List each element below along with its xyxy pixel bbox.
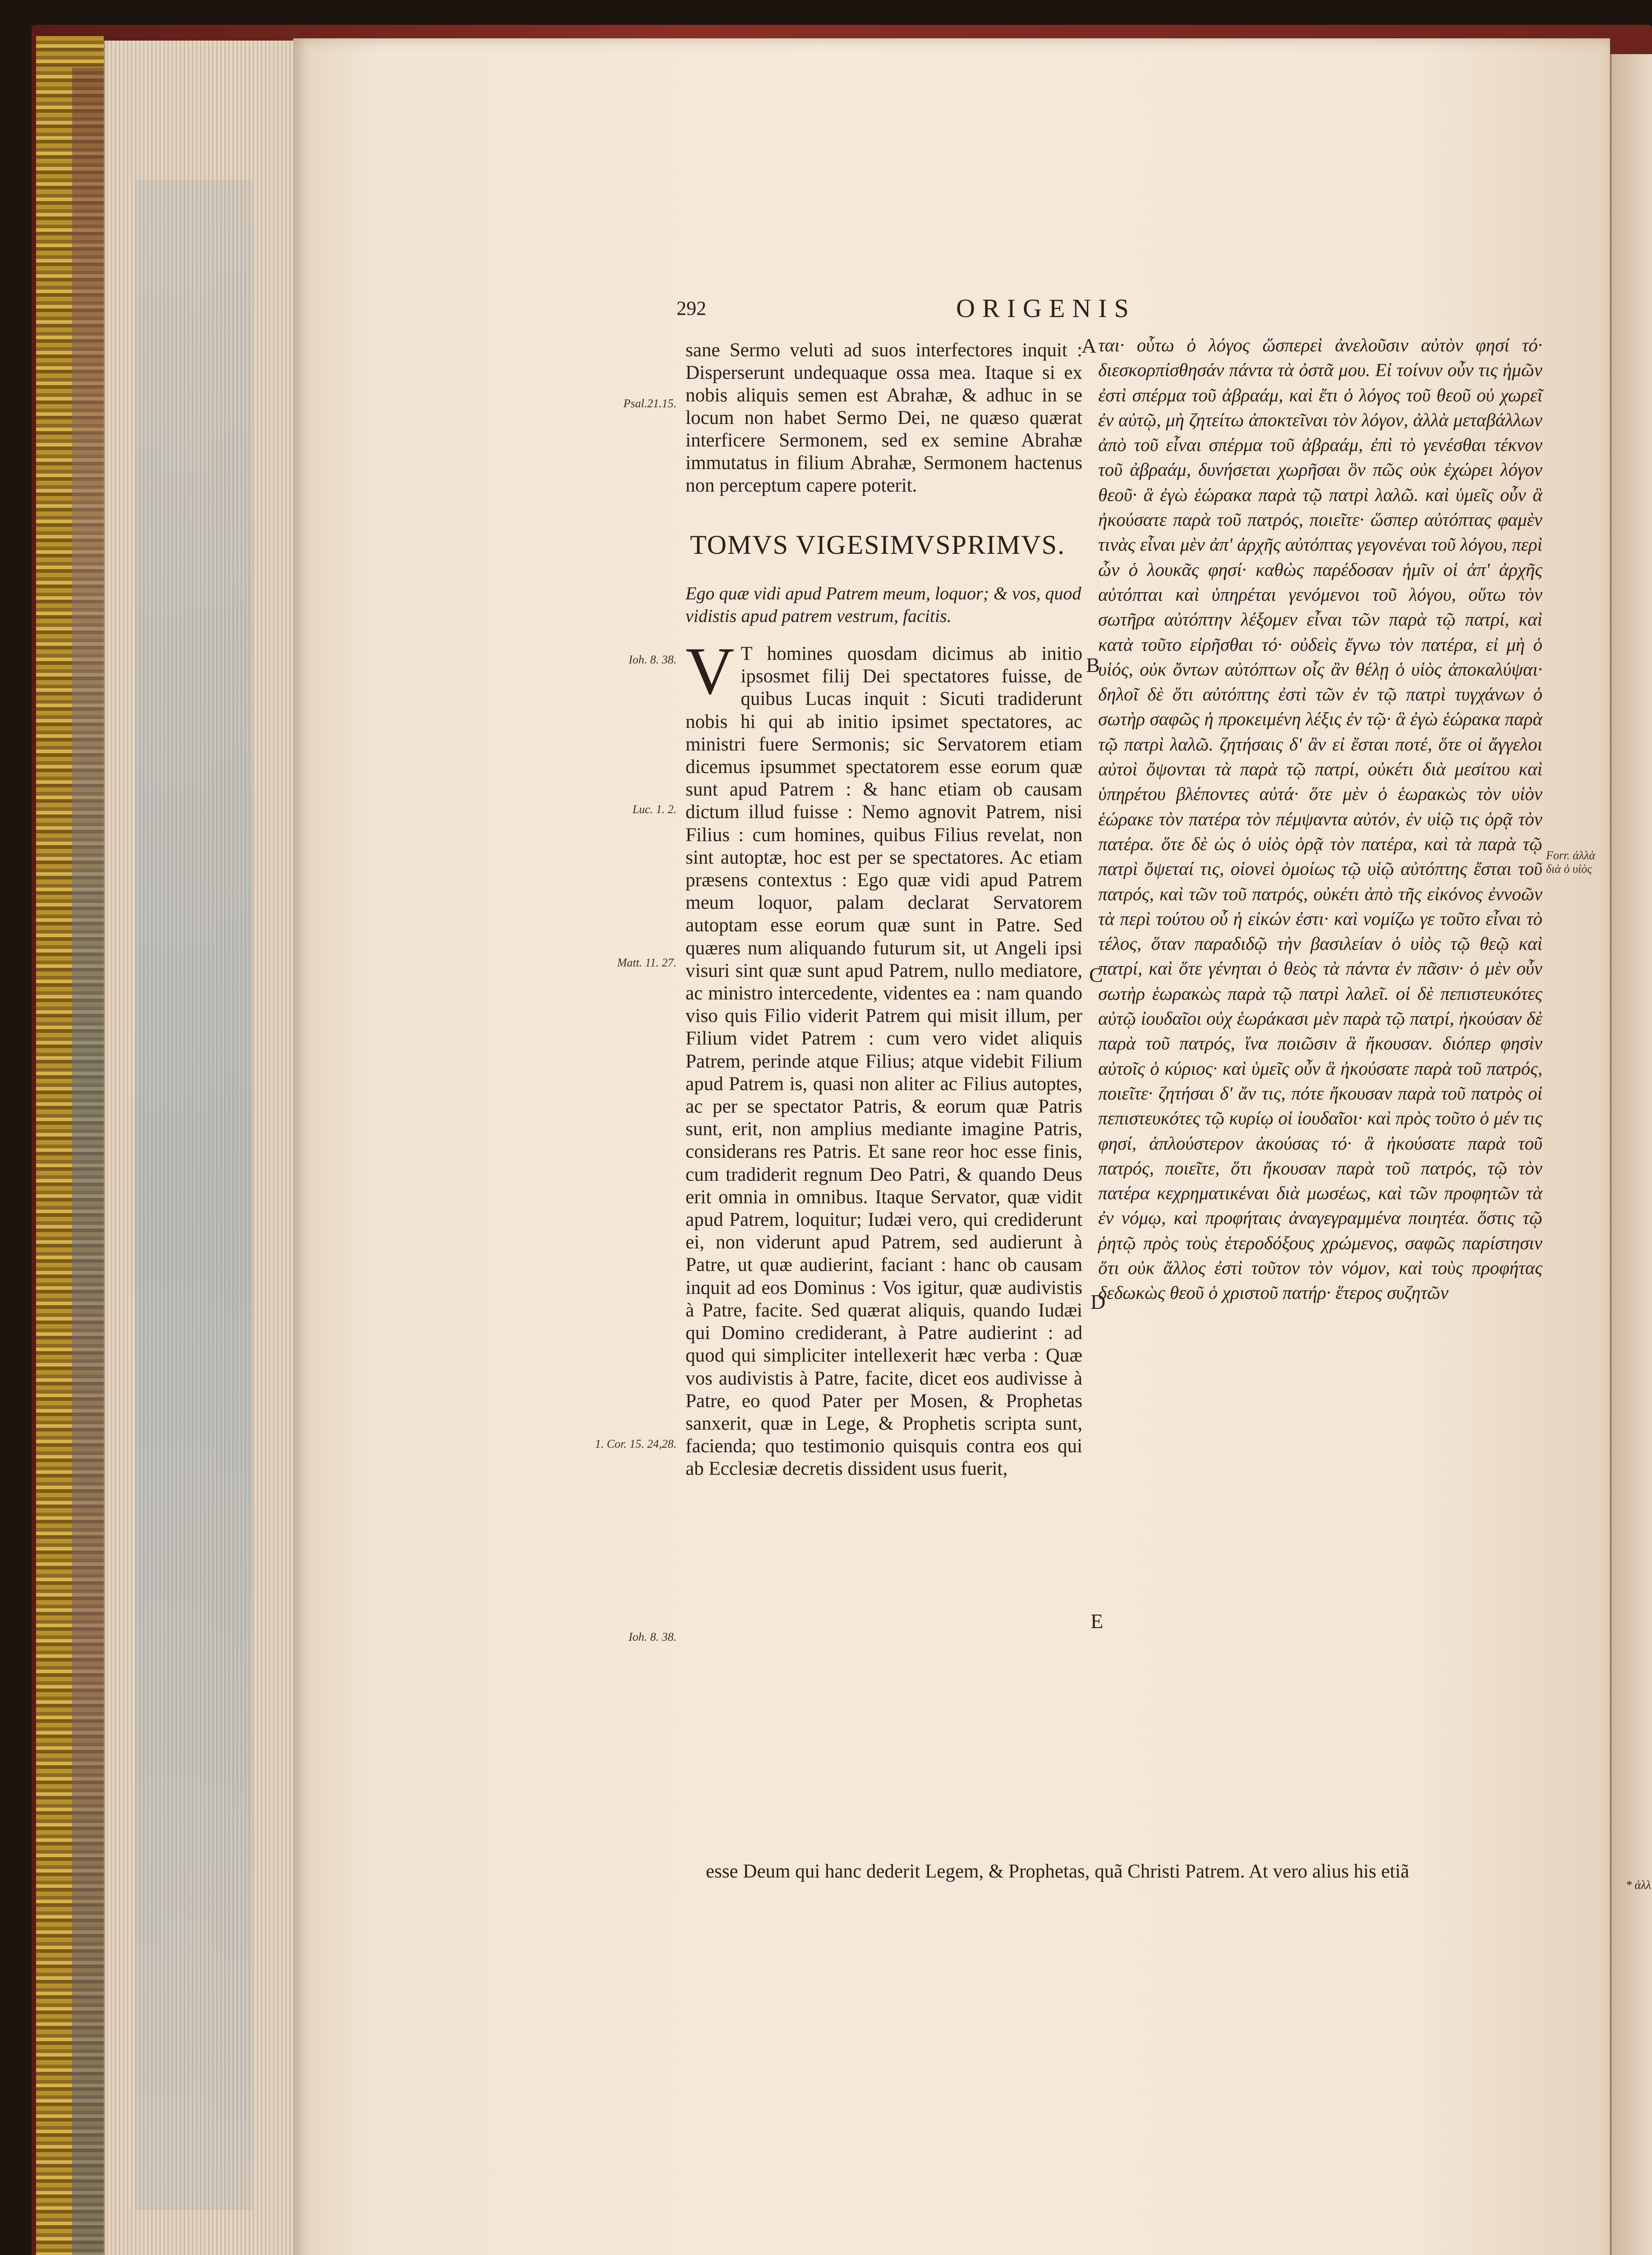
full-width-line-2: esse Deum qui hanc dederit Legem, & Prophetas, quã Christi Patrem. At vero alius his etiã xyxy=(706,1861,1409,1882)
full-width-lines xyxy=(706,1860,1542,1883)
facing-page-note: * ἀλλ xyxy=(1626,1878,1651,1891)
margin-note-cor: 1. Cor. 15. 24,28. xyxy=(595,1437,676,1450)
latin-body-text: T homines quosdam dicimus ab initio ipsosmet filij Dei spectatores fuisse, de quibus Lucas inquit : Sicuti tradiderunt nobis hi qui ab initio ipsimet spectatores, ac ministri fuere Sermonis; sic Servatorem etiam dicemus ipsummet spectatorem esse eorum quæ sunt apud Patrem : & hanc etiam ob causam dictum illud fuisse : Nemo agnovit Patrem, nisi Filius : cum homines, quibus Filius revelat, non sint autoptæ, hoc est per se spectatores. Ac etiam præsens contextus : Ego quæ vidi apud Patrem meum loquor, palam declarat Servatorem autoptam esse eorum quæ sunt in Patre. Sed quæres num aliquando futurum sit, ut Angeli ipsi visuri sint quæ sunt apud Patrem, nullo mediatore, ac ministro intercedente, videntes ea : nam quando viso quis Filio viderit Patrem qui misit illum, per Filium videt Patrem : cum vero videt aliquis Patrem, perinde atque Filius; atque videbit Filium apud Patrem is, quasi non aliter ac Filius autoptes, ac per se spectator Patris, & eorum quæ Patris sunt, erit, non amplius mediante imagine Patris, considerans res Patris. Et sane reor hoc esse finis, cum tradiderit regnum Deo Patri, & quando Deus erit omnia in omnibus. Itaque Servator, quæ vidit apud Patrem, loquitur; Iudæi vero, qui crediderunt ei, non viderunt apud Patrem, sed audierunt à Patre, ut quæ audierint, faciant : hanc ob causam inquit ad eos Dominus : Vos igitur, quæ audivistis à Patre, facite. Sed quærat aliquis, quando Iudæi qui Domino crediderant, à Patre audierint : ad quod qui simpliciter intellexerit hæc verba : Quæ vos audivistis à Patre, facite, dicet eos audivisse à Patre, eo quod Pater per Mosen, & Prophetas sanxerit, quæ in Lege, & Prophetis scripta sunt, facienda; quo testimonio quisquis contra eos qui ab Ecclesiæ decretis dissident usus fuerit, xyxy=(686,643,1082,1480)
section-letter-e: E xyxy=(1091,1610,1104,1633)
facing-page-edge xyxy=(1610,54,1652,2255)
drop-cap: V xyxy=(686,634,735,709)
page-number: 292 xyxy=(676,297,706,319)
margin-note-matt: Matt. 11. 27. xyxy=(617,956,676,969)
margin-note-ioh-1: Ioh. 8. 38. xyxy=(628,653,676,666)
margin-note-ioh-2: Ioh. 8. 38. xyxy=(628,1630,676,1643)
margin-note-psalm: Psal.21.15. xyxy=(623,397,676,410)
margin-note-right: Forr. ἀλλὰ διὰ ὁ υἱὸς xyxy=(1546,849,1596,875)
section-letter-b: B xyxy=(1086,653,1100,676)
margin-note-luc: Luc. 1. 2. xyxy=(632,803,676,816)
latin-opening xyxy=(686,339,1082,497)
running-head: ORIGENIS xyxy=(956,294,1136,323)
page-header xyxy=(676,293,1263,325)
section-letter-a: A xyxy=(1081,334,1097,357)
section-title: TOMVS VIGESIMVSPRIMVS. xyxy=(690,530,1065,560)
greek-text: ται· οὗτω ὁ λόγος ὥσπερεὶ ἀνελοῦσιν αὐτὸν φησί τό· διεσκορπίσθησάν πάντα τὰ ὀστᾶ μου. Εἰ τοίνυν οὖν τις ἡμῶν ἐστὶ σπέρμα τοῦ ἀβραάμ, καὶ ἔτι ὁ λόγος τοῦ θεοῦ οὐ χωρεῖ ἐν αὐτῷ, μὴ ζητείτω ἀποκτεῖναι τὸν λόγον, ἀλλὰ μεταβάλλων ἀπὸ τοῦ εἶναι σπέρμα τοῦ ἀβραάμ, ἐπὶ τὸ γενέσθαι τέκνον τοῦ ἀβραάμ, δυνήσεται χωρῆσαι ὃν πῶς οὐκ ἐχώρει λόγον θεοῦ· ἃ ἐγὼ ἑώρακα παρὰ τῷ πατρὶ λαλῶ. καὶ ὑμεῖς οὖν ἃ ἠκούσατε παρὰ τοῦ πατρός, ποιεῖτε· ὥσπερ αὐτόπτας φαμὲν τινὰς εἶναι μὲν ἀπ' ἀρχῆς αὐτόπτας γεγονέναι τοῦ λόγου, περὶ ὧν ὁ λουκᾶς φησί· καθὼς παρέδοσαν ἡμῖν οἱ ἀπ' ἀρχῆς αὐτόπται καὶ ὑπηρέται γενόμενοι τοῦ λόγου, οὕτω τὸν σωτῆρα αὐτόπτην λέξομεν εἶναι τῶν παρὰ τῷ πατρί, καὶ κατὰ τοῦτο εἰρῆσθαι τό· οὐδεὶς ἔγνω τὸν πατέρα, εἰ μὴ ὁ υἱός, οὐκ ὄντων αὐτόπτων οἷς ἂν θέλῃ ὁ υἱὸς ἀποκαλύψαι· δηλοῖ δὲ ὅτι αὐτόπτης ἐστὶ τῶν ἐν τῷ πατρὶ τυγχάνων ὁ σωτὴρ σαφῶς ἡ προκειμένη λέξις ἐν τῷ· ἃ ἐγὼ ἑώρακα παρὰ τῷ πατρὶ λαλῶ. ζητήσαις δ' ἂν εἰ ἔσται ποτέ, ὅτε οἱ ἄγγελοι αὐτοὶ ὄψονται τὰ παρὰ τῷ πατρί, οὐκέτι διὰ μεσίτου καὶ ὑπηρέτου βλέποντες αὐτά· ὅτε μὲν ὁ ἑωρακὼς τὸν υἱὸν ἑώρακε τὸν πατέρα τὸν πέμψαντα αὐτόν, ἐν υἱῷ τις ὁρᾷ τὸν πατέρα. ὅτε δὲ ὡς ὁ υἱὸς ὁρᾷ τὸν πατέρα, καὶ τὰ παρὰ τῷ πατρὶ ὄψεταί τις, οἱονεὶ ὁμοίως τῷ υἱῷ αὐτόπτης ἔσται τοῦ πατρός, καὶ τῶν τοῦ πατρός, οὐκέτι ἀπὸ τῆς εἰκόνος ἐννοῶν τὰ περὶ τούτου οὗ ἡ εἰκών ἐστι· καὶ νομίζω γε τοῦτο εἶναι τὸ τέλος, ὅταν παραδιδῷ τὴν βασιλείαν ὁ υἱὸς τῷ θεῷ καὶ πατρί, καὶ ὅτε γένηται ὁ θεὸς τὰ πάντα ἐν πᾶσιν· ὁ μὲν οὖν σωτὴρ ἑωρακὼς παρὰ τῷ πατρὶ λαλεῖ. οἱ δὲ πεπιστευκότες αὐτῷ ἰουδαῖοι οὐχ ἑωράκασι μὲν παρὰ τῷ πατρί, ἠκούσαν δὲ παρὰ τοῦ πατρός, ἵνα ποιῶσιν ἃ ἤκουσαν. διόπερ φησὶν αὐτοῖς ὁ κύριος· καὶ ὑμεῖς οὖν ἃ ἠκούσατε παρὰ τοῦ πατρός, ποιεῖτε· ζητήσαι δ' ἄν τις, πότε ἤκουσαν παρὰ τοῦ πατρὸς οἱ πεπιστευκότες τῷ κυρίῳ οἱ ἰουδαῖοι· καὶ πρὸς τοῦτο ὁ μέν τις φησί, ἁπλούστερον ἀκούσας τό· ἃ ἠκούσατε παρὰ τοῦ πατρός, ποιεῖτε, ὅτι ἤκουσαν παρὰ τοῦ πατρός, τῷ τὸν πατέρα κεχρηματικέναι διὰ μωσέως, καὶ τῶν προφητῶν τὰ ἐν νόμῳ, καὶ προφήταις ἀναγεγραμμένα ποιητέα. ὅστις τῷ ῥητῷ πρὸς τοὺς ἑτεροδόξους χρώμενος, σαφῶς παρίστησιν ὅτι οὐκ ἄλλος ἐστὶ τοῦτον τὸν νόμον, καὶ τοὺς προφήτας δεδωκὼς θεοῦ ὁ χριστοῦ πατήρ· ἕτερος συζητῶν xyxy=(1098,335,1542,1303)
latin-body xyxy=(686,634,1082,1481)
marbled-endpaper xyxy=(72,68,104,2255)
page-stack-tint xyxy=(135,180,253,2210)
lemma-text: Ego quæ vidi apud Patrem meum, loquor; & vos, quod vidistis apud patrem vestrum, facitis. xyxy=(686,583,1081,626)
latin-opening-text: sane Sermo veluti ad suos interfectores inquit : Disperserunt undequaque ossa mea. Itaque si ex nobis aliquis semen est Abrahæ, & adhuc in se locum non habet Sermo Dei, ne quæso quærat interficere Sermonem, sed ex semine Abrahæ immutatus in filium Abrahæ, Sermonem hactenus non perceptum capere poterit. xyxy=(686,340,1082,496)
section-letter-d: D xyxy=(1091,1290,1106,1313)
latin-column xyxy=(686,339,1082,1481)
greek-column xyxy=(1098,333,1542,1306)
section-letter-c: C xyxy=(1089,963,1103,986)
